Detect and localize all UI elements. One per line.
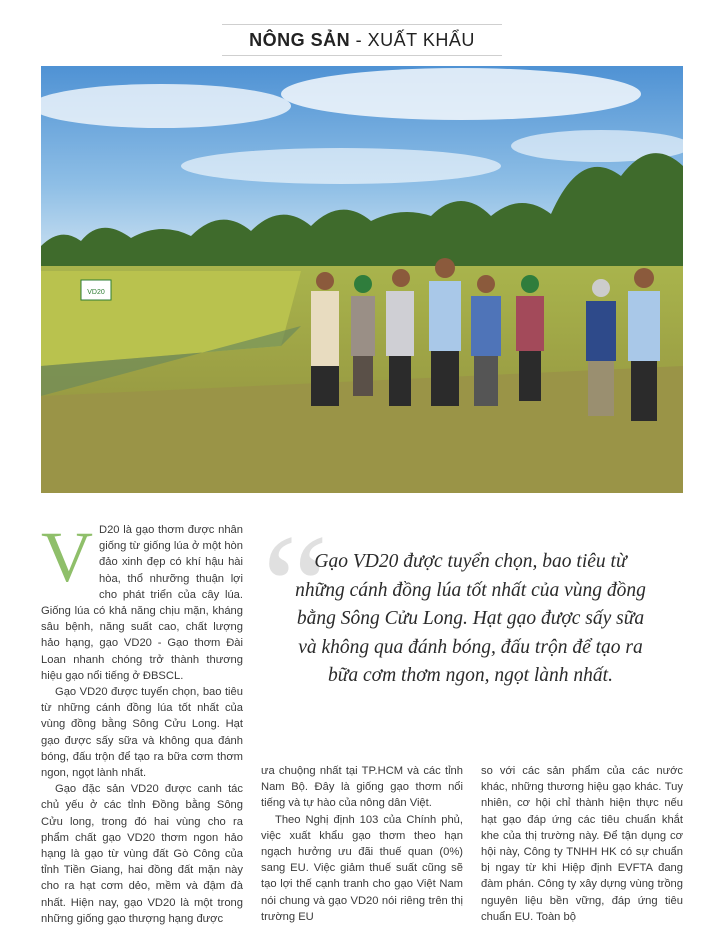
article-column-1	[41, 517, 243, 927]
paragraph-selection: Gạo VD20 được tuyển chọn, bao tiêu từ những cánh đồng lúa tốt nhất của vùng đồng bằng Sông Cửu Long. Hạt gạo được sấy sữa và không qua đánh bóng, đấu trộn để tạo ra bữa cơm thơm ngon, ngọt lành nhất.	[41, 686, 243, 780]
drop-cap: V	[41, 517, 93, 597]
quote-mark-icon: “	[262, 504, 329, 670]
paragraph-intro: D20 là gạo thơm được nhân giống từ giống lúa ở một hòn đảo xinh đẹp có khí hậu hài hòa, thổ nhưỡng thuận lợi cho phát triển của cây lúa. Giống lúa có khả năng chịu mặn, kháng sâu bệnh, năng suất cao, chất lượng hảo hạng, gạo VD20 - Gạo thơm Đài Loan nhanh chóng trở thành thương hiệu gạo nổi tiếng ở ĐBSCL.	[41, 524, 243, 682]
pull-quote: Gạo VD20 được tuyển chọn, bao tiêu từ những cánh đồng lúa tốt nhất của vùng đồng bằng Sông Cửu Long. Hạt gạo được sấy sữa và không qua đánh bóng, đấu trộn để tạo ra bữa cơm thơm ngon, ngọt lành nhất.	[295, 551, 646, 687]
section-title-main: NÔNG SẢN	[249, 29, 351, 50]
field-photo	[41, 66, 683, 493]
paragraph-popularity: ưa chuộng nhất tại TP.HCM và các tỉnh Nam Bộ. Đây là giống gạo thơm nổi tiếng và tự hào của nông dân Việt.	[261, 765, 463, 810]
paragraph-decree: Theo Nghị định 103 của Chính phủ, việc xuất khẩu gạo thơm theo hạn ngạch hưởng ưu đãi thuế quan (0%) sang EU. Việc giảm thuế suất cũng sẽ tạo lợi thế cạnh tranh cho gạo Việt Nam nói chung và gạo VD20 nói riêng trên thị trường EU	[261, 813, 463, 923]
field-sign: VD20	[87, 289, 105, 296]
section-title	[249, 30, 475, 51]
section-title-sub: XUẤT KHẨU	[367, 29, 475, 50]
article-column-2	[261, 763, 463, 925]
article-column-3	[481, 763, 683, 925]
paragraph-opportunity: so với các sản phẩm của các nước khác, những thương hiệu gạo khác. Tuy nhiên, cơ hội chỉ thành hiện thực nếu hạt gạo đáp ứng các tiêu chuẩn khắt khe của thị trường này. Để tận dụng cơ hội này, Công ty TNHH HK có sự chuẩn bị ngay từ khi Hiệp định EVFTA đang đàm phán. Công ty xây dựng vùng trồng nguyên liệu bền vững, đáp ứng tiêu chuẩn EU. Toàn bộ	[481, 765, 683, 923]
section-title-separator: -	[350, 29, 368, 50]
section-header	[222, 24, 502, 56]
paragraph-cultivation: Gạo đặc sản VD20 được canh tác chủ yếu ở các tỉnh Đồng bằng Sông Cửu long, trong đó hai vùng cho ra phẩm chất gạo VD20 thơm ngon hảo hạng là gạo từ vùng đất Gò Công của tỉnh Tiền Giang, hai đồng đất mặn này cho ra hạt cơm dẻo, mềm và đậm đà nhất. Hiện nay, gạo VD20 là một trong những giống gạo thượng hạng được	[41, 783, 243, 925]
